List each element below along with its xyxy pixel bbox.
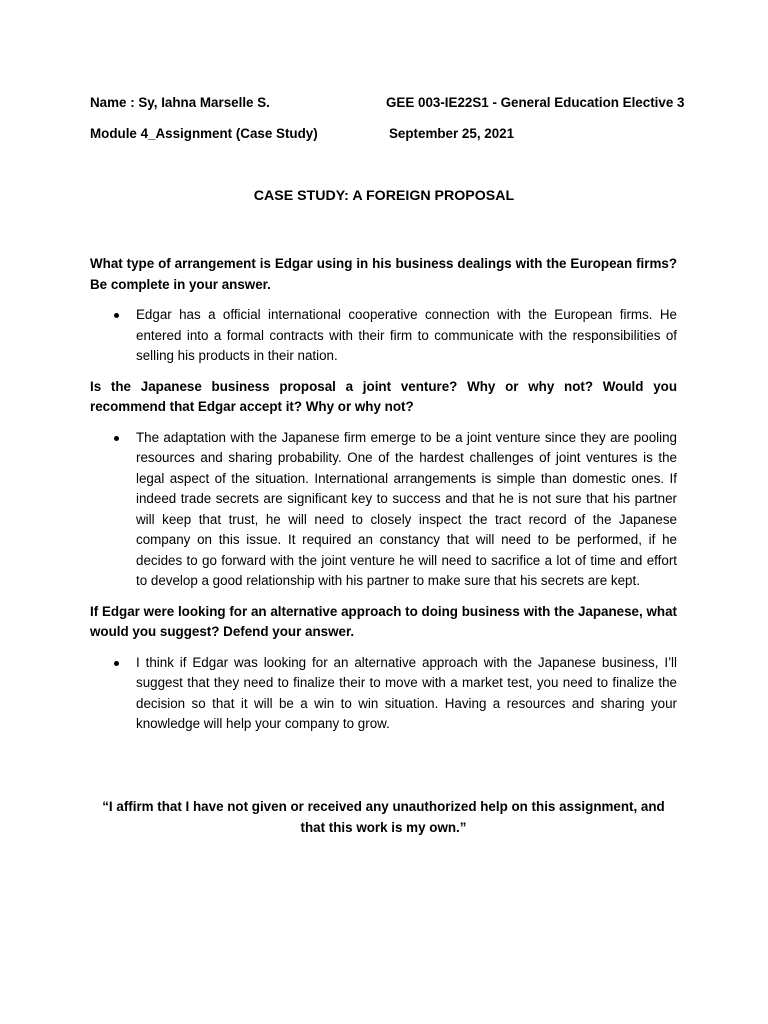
answer-2-text: The adaptation with the Japanese firm emerge to be a joint venture since they are pooling resources and sharing probability. One of the hardest challenges of joint ventures is the legal aspect of the situation. International arrangements is simple than domestic ones. If indeed trade secrets are significant key to success and that he is not sure that his partner will keep that trust, he will need to closely inspect the tract record of the Japanese company on this issue. It required an constancy that will need to be performed, if he decides to go forward with the joint venture he will need to sacrifice a lot of time and effort to develop a good relationship with his partner to make sure that his secrets are kept. [136, 429, 677, 588]
answer-2 [90, 428, 677, 592]
module-label: Module 4_Assignment (Case Study) [90, 126, 318, 141]
answer-1-text: Edgar has a official international cooperative connection with the European firms. He entered into a formal contracts with their firm to communicate with the responsibilities of selling his products in their nation. [136, 307, 677, 363]
question-2: Is the Japanese business proposal a joint venture? Why or why not? Would you recommend that Edgar accept it? Why or why not? [90, 378, 677, 414]
answer-3-text: I think if Edgar was looking for an alternative approach with the Japanese business, I’ll suggest that they need to finalize their to move with a market test, you need to finalize the decision so that it will be a win to win situation. Having a resources and sharing your knowledge will help your company to grow. [136, 654, 677, 731]
bullet-icon [114, 313, 119, 318]
question-1: What type of arrangement is Edgar using in his business dealings with the European firms? Be complete in your answer. [90, 256, 677, 292]
document-body [90, 254, 677, 745]
answer-3 [90, 653, 677, 735]
course-code: GEE 003-IE22S1 - General Education Elective 3 [386, 95, 685, 110]
bullet-icon [114, 661, 119, 666]
document-title: CASE STUDY: A FOREIGN PROPOSAL [253, 188, 515, 204]
question-3: If Edgar were looking for an alternative approach to doing business with the Japanese, what would you suggest? Defend your answer. [90, 603, 677, 639]
assignment-date: September 25, 2021 [389, 126, 515, 141]
affirmation-statement: “I affirm that I have not given or received any unauthorized help on this assignment, and that this work is my own.” [102, 799, 665, 835]
student-name: Name : Sy, Iahna Marselle S. [90, 95, 270, 110]
answer-1 [90, 305, 677, 367]
bullet-icon [114, 436, 119, 441]
